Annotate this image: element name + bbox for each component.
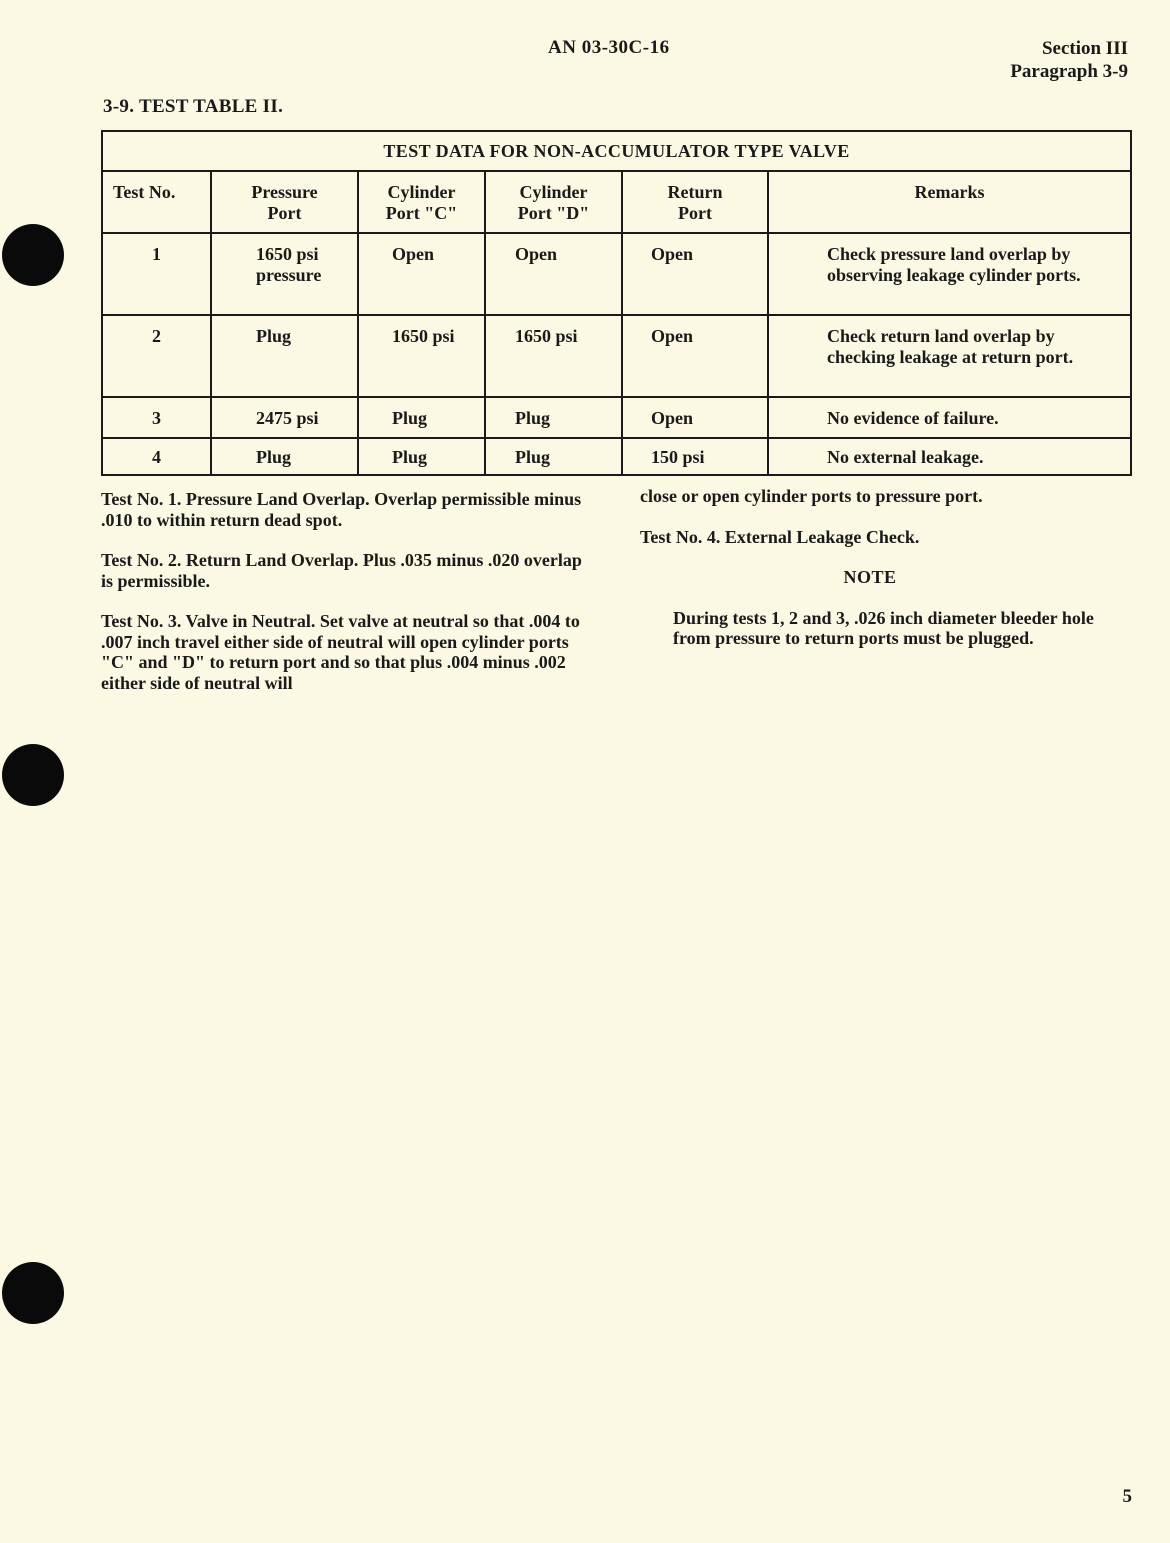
pressure-port-cell: Plug [211, 438, 358, 475]
pressure-port-cell: 1650 psi pressure [211, 233, 358, 315]
paragraph-label: Paragraph 3-9 [1010, 61, 1128, 82]
remarks-cell: Check pressure land overlap by observing leakage cylinder ports. [768, 233, 1131, 315]
table-caption: TEST DATA FOR NON-ACCUMULATOR TYPE VALVE [102, 131, 1131, 171]
test-number-cell: 3 [102, 397, 211, 438]
test-number-cell: 4 [102, 438, 211, 475]
note-body: During tests 1, 2 and 3, .026 inch diameter bleeder hole from pressure to return ports must be plugged. [673, 607, 1094, 648]
column-header-line: Port "D" [517, 203, 590, 223]
cylinder-d-cell: Plug [485, 438, 622, 475]
column-header [768, 171, 1131, 233]
test-number-cell: 1 [102, 233, 211, 315]
test-3-continuation: close or open cylinder ports to pressure port. [640, 486, 983, 506]
test-2-paragraph: Test No. 2. Return Land Overlap. Plus .035 minus .020 overlap is permissible. [101, 550, 582, 591]
test-table [101, 130, 1132, 476]
cylinder-c-cell: 1650 psi [358, 315, 485, 397]
remarks-cell: No external leakage. [768, 438, 1131, 475]
return-port-cell: Open [622, 315, 768, 397]
binder-hole [2, 1262, 64, 1324]
table-row [102, 315, 1131, 397]
pressure-port-cell: Plug [211, 315, 358, 397]
column-header [358, 171, 485, 233]
right-text-column [640, 486, 1100, 649]
binder-hole [2, 224, 64, 286]
note-title: NOTE [843, 567, 897, 587]
test-3-paragraph: Test No. 3. Valve in Neutral. Set valve at neutral so that .004 to .007 inch travel either side of neutral will open cylinder ports "C" and "D" to return port and so that plus .004 minus .002 either side of neutral will [101, 611, 580, 693]
column-header [102, 171, 211, 233]
return-port-cell: Open [622, 233, 768, 315]
table-row [102, 233, 1131, 315]
test-1-paragraph: Test No. 1. Pressure Land Overlap. Overlap permissible minus .010 to within return dead spot. [101, 489, 582, 530]
paragraph-title: 3-9. TEST TABLE II. [103, 96, 284, 117]
cylinder-c-cell: Plug [358, 438, 485, 475]
column-header [211, 171, 358, 233]
test-number-cell: 2 [102, 315, 211, 397]
page-number: 5 [1122, 1486, 1132, 1507]
column-header [485, 171, 622, 233]
column-header-line: Return [667, 182, 723, 202]
binder-hole [2, 744, 64, 806]
cylinder-d-cell: 1650 psi [485, 315, 622, 397]
column-header-line: Cylinder [387, 182, 456, 202]
return-port-cell: 150 psi [622, 438, 768, 475]
remarks-cell: Check return land overlap by checking leakage at return port. [768, 315, 1131, 397]
cylinder-d-cell: Plug [485, 397, 622, 438]
table-row [102, 438, 1131, 475]
section-label: Section III [1041, 38, 1128, 59]
column-header-line: Cylinder [519, 182, 588, 202]
column-header [622, 171, 768, 233]
column-header-line: Port [267, 203, 302, 223]
table-row [102, 397, 1131, 438]
cylinder-c-cell: Open [358, 233, 485, 315]
document-number: AN 03-30C-16 [548, 37, 670, 58]
column-header-line: Pressure [251, 182, 318, 202]
cylinder-d-cell: Open [485, 233, 622, 315]
section-header [1010, 37, 1128, 83]
cylinder-c-cell: Plug [358, 397, 485, 438]
column-header-line: Port "C" [385, 203, 458, 223]
table-header-row [102, 171, 1131, 233]
column-header-line: Port [678, 203, 712, 223]
pressure-port-cell: 2475 psi [211, 397, 358, 438]
column-header-line: Remarks [914, 182, 985, 202]
column-header-line: Test No. [113, 182, 176, 202]
remarks-cell: No evidence of failure. [768, 397, 1131, 438]
left-text-column [101, 489, 591, 713]
test-4-paragraph: Test No. 4. External Leakage Check. [640, 526, 920, 547]
return-port-cell: Open [622, 397, 768, 438]
